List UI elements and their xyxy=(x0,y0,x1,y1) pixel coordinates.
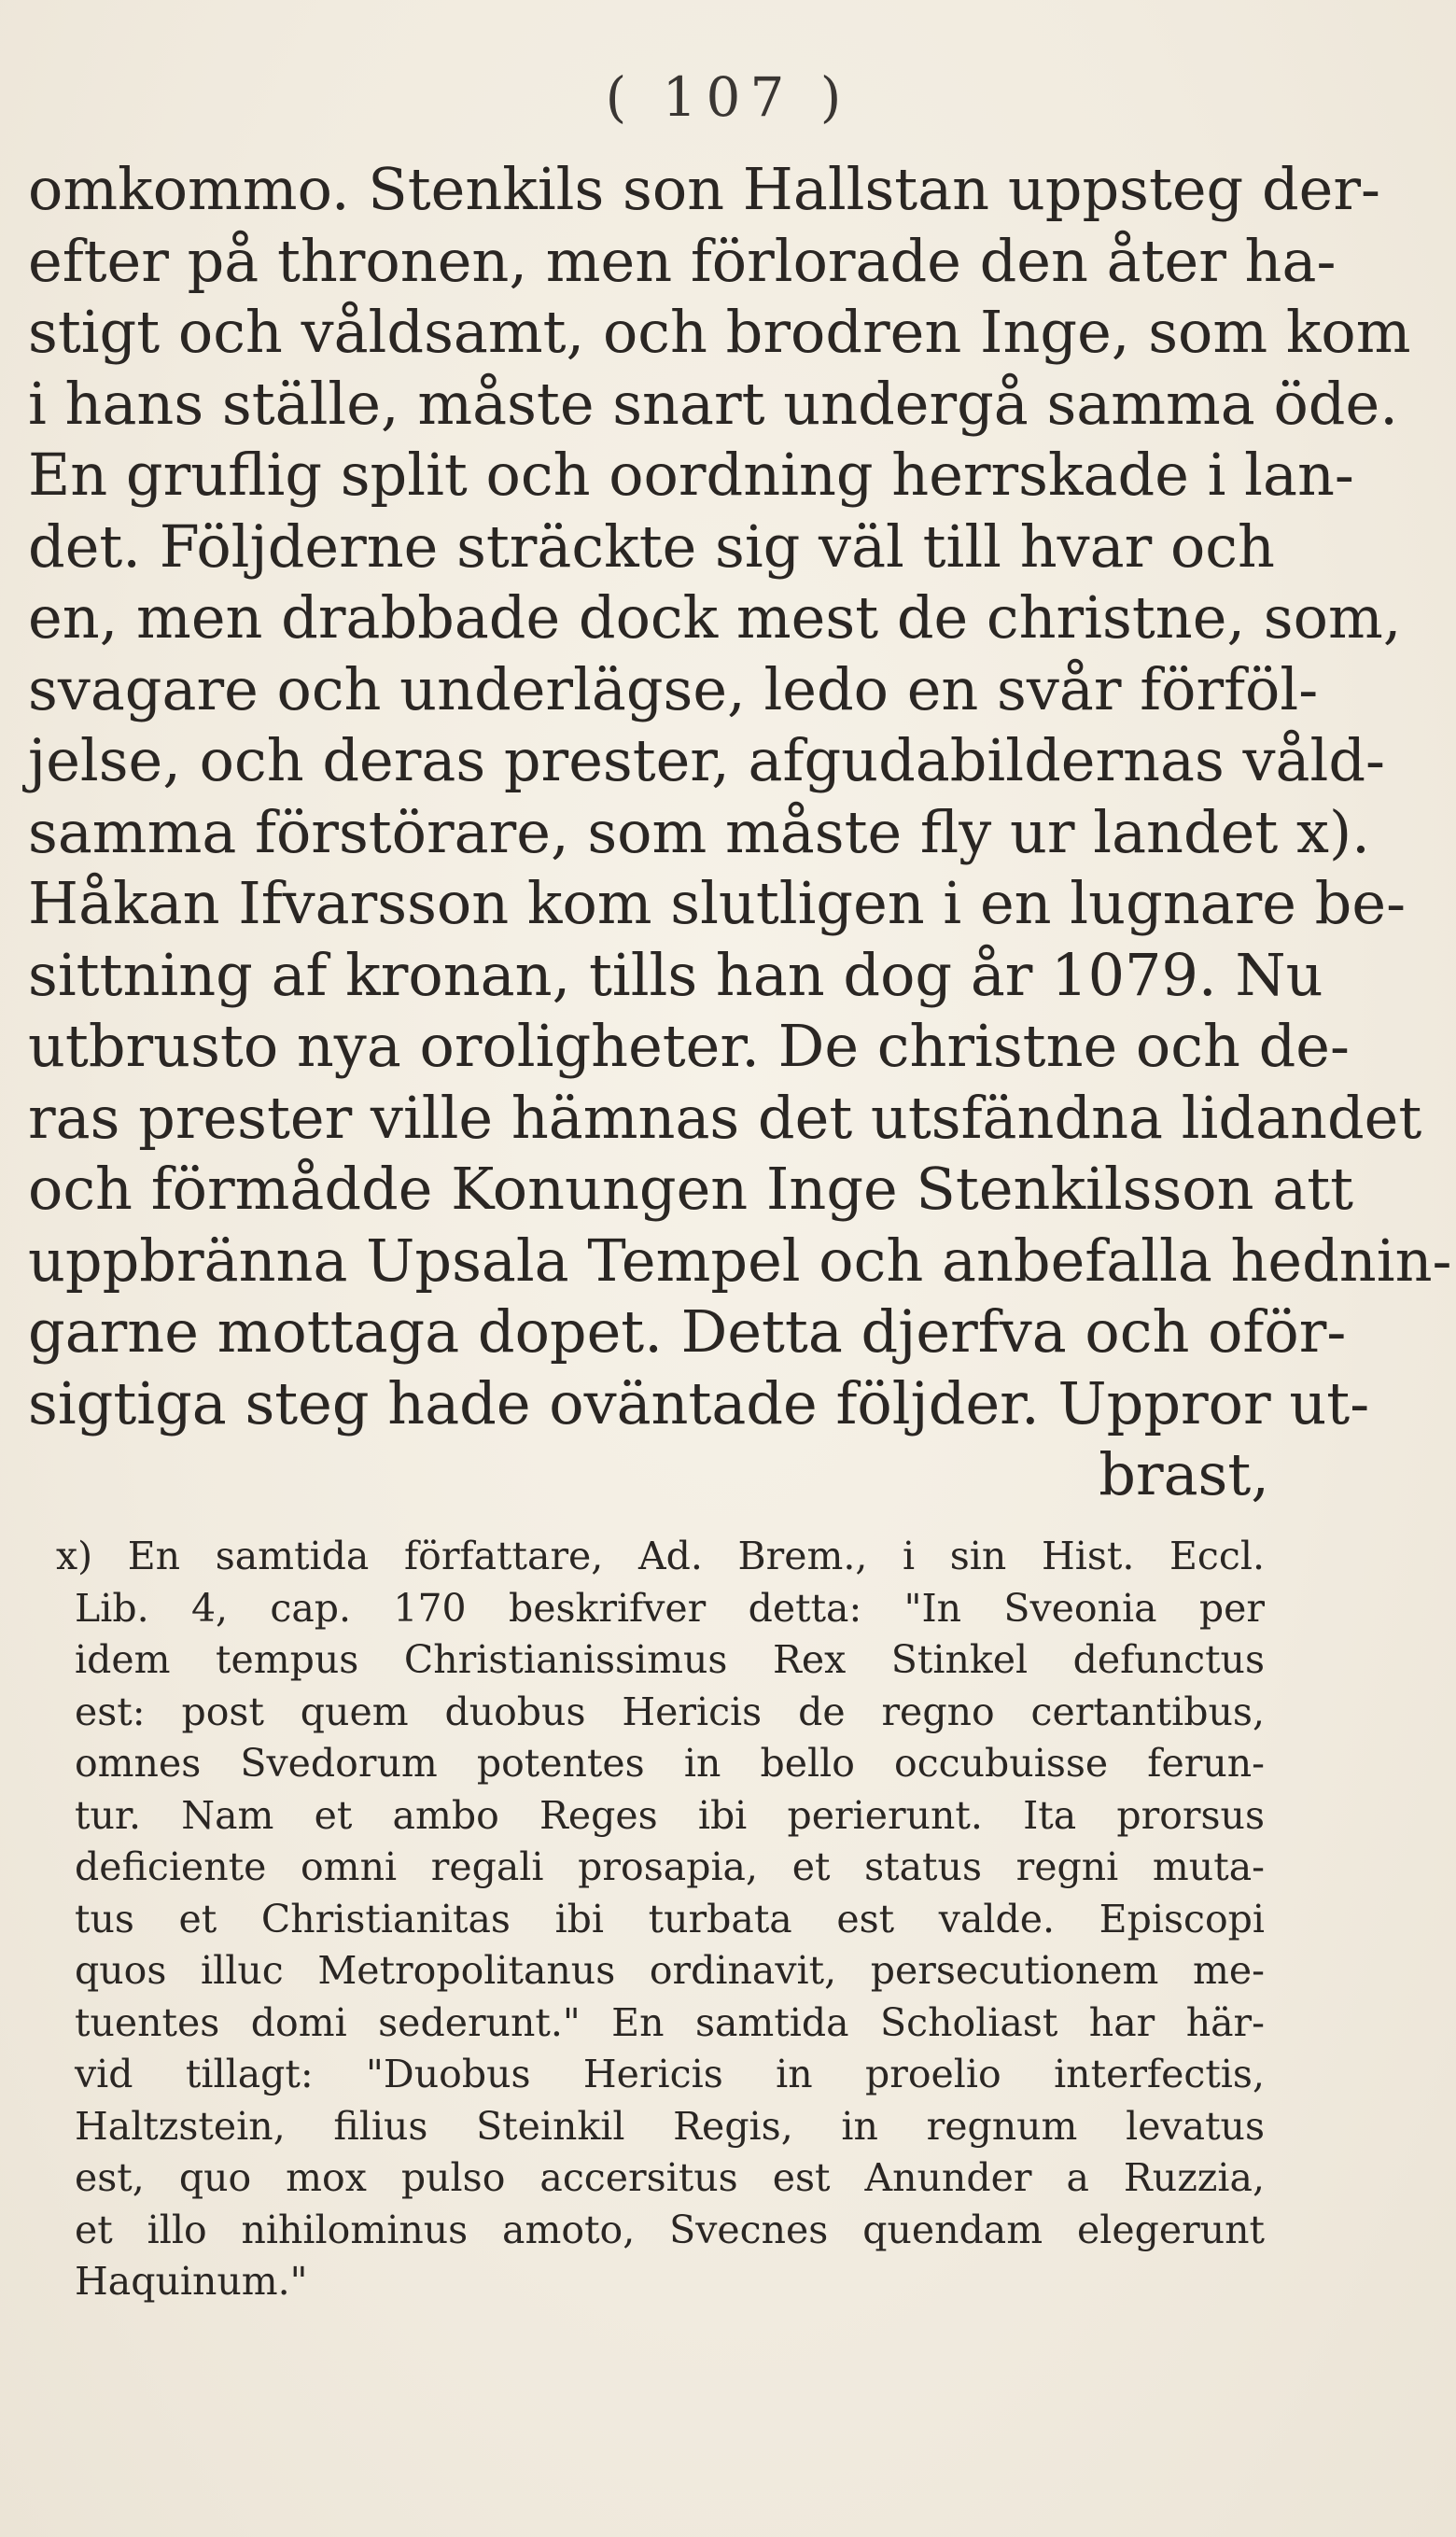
footnote-line: est, quo mox pulso accersitus est Anunder a Ruzzia, xyxy=(75,2155,1265,2200)
footnote-line: tuentes domi sederunt." En samtida Scholiast har här- xyxy=(75,1999,1265,2045)
page-number: ( 107 ) xyxy=(605,65,851,129)
body-line: En gruflig split och oordning herrskade i lan- xyxy=(28,441,1354,509)
footnote-line: omnes Svedorum potentes in bello occubuisse ferun- xyxy=(75,1741,1265,1786)
body-line: och förmådde Konungen Inge Stenkilsson att xyxy=(28,1155,1354,1223)
body-line: ras prester ville hämnas det utsfändna lidandet xyxy=(28,1083,1422,1152)
footnote-line: Haltzstein, filius Steinkil Regis, in regnum levatus xyxy=(75,2103,1265,2149)
footnote-line: Haquinum." xyxy=(75,2259,308,2304)
body-line: jelse, och deras prester, afgudabildernas våld- xyxy=(28,726,1385,794)
footnote-line: et illo nihilominus amoto, Svecnes quendam elegerunt xyxy=(75,2207,1265,2252)
footnote-line: vid tillagt: "Duobus Hericis in proelio interfectis, xyxy=(75,2052,1265,2096)
footnote-line: Lib. 4, cap. 170 beskrifver detta: "In Sveonia per xyxy=(75,1585,1265,1631)
footnote-line: est: post quem duobus Hericis de regno certantibus, xyxy=(75,1689,1265,1734)
body-line: det. Följderne sträckte sig väl till hvar och xyxy=(28,512,1275,581)
footnote-line: x) En samtida författare, Ad. Brem., i sin Hist. Eccl. xyxy=(56,1534,1265,1578)
footnote xyxy=(56,1531,1265,2308)
body-line: uppbränna Upsala Tempel och anbefalla hednin- xyxy=(28,1226,1452,1295)
body-line: utbrusto nya oroligheter. De christne och de- xyxy=(28,1012,1350,1080)
body-line: omkommo. Stenkils son Hallstan uppsteg der- xyxy=(28,155,1380,223)
body-line: sittning af kronan, tills han dog år 1079. Nu xyxy=(28,940,1323,1009)
body-line: Håkan Ifvarsson kom slutligen i en lugnare be- xyxy=(28,869,1407,937)
footnote-line: idem tempus Christianissimus Rex Stinkel defunctus xyxy=(75,1637,1265,1682)
footnote-line: quos illuc Metropolitanus ordinavit, persecutionem me- xyxy=(75,1948,1265,1993)
body-line: sigtiga steg hade oväntade följder. Uppror ut- xyxy=(28,1368,1370,1437)
body-line-catchword: brast, xyxy=(1099,1440,1269,1508)
body-line: svagare och underlägse, ledo en svår förföl- xyxy=(28,654,1319,723)
body-line: en, men drabbade dock mest de christne, som, xyxy=(28,583,1402,652)
body-text xyxy=(28,154,1452,1511)
body-line: efter på thronen, men förlorade den åter ha- xyxy=(28,226,1337,295)
body-line: i hans ställe, måste snart undergå samma öde. xyxy=(28,369,1398,438)
body-line: stigt och våldsamt, och brodren Inge, som kom xyxy=(28,298,1411,366)
footnote-line: tus et Christianitas ibi turbata est valde. Episcopi xyxy=(75,1896,1265,1941)
body-line: samma förstörare, som måste fly ur landet x). xyxy=(28,797,1370,866)
body-line: garne mottaga dopet. Detta djerfva och oför- xyxy=(28,1297,1347,1366)
footnote-line: tur. Nam et ambo Reges ibi perierunt. Ita prorsus xyxy=(75,1792,1265,1838)
footnote-line: deficiente omni regali prosapia, et status regni muta- xyxy=(75,1844,1265,1889)
